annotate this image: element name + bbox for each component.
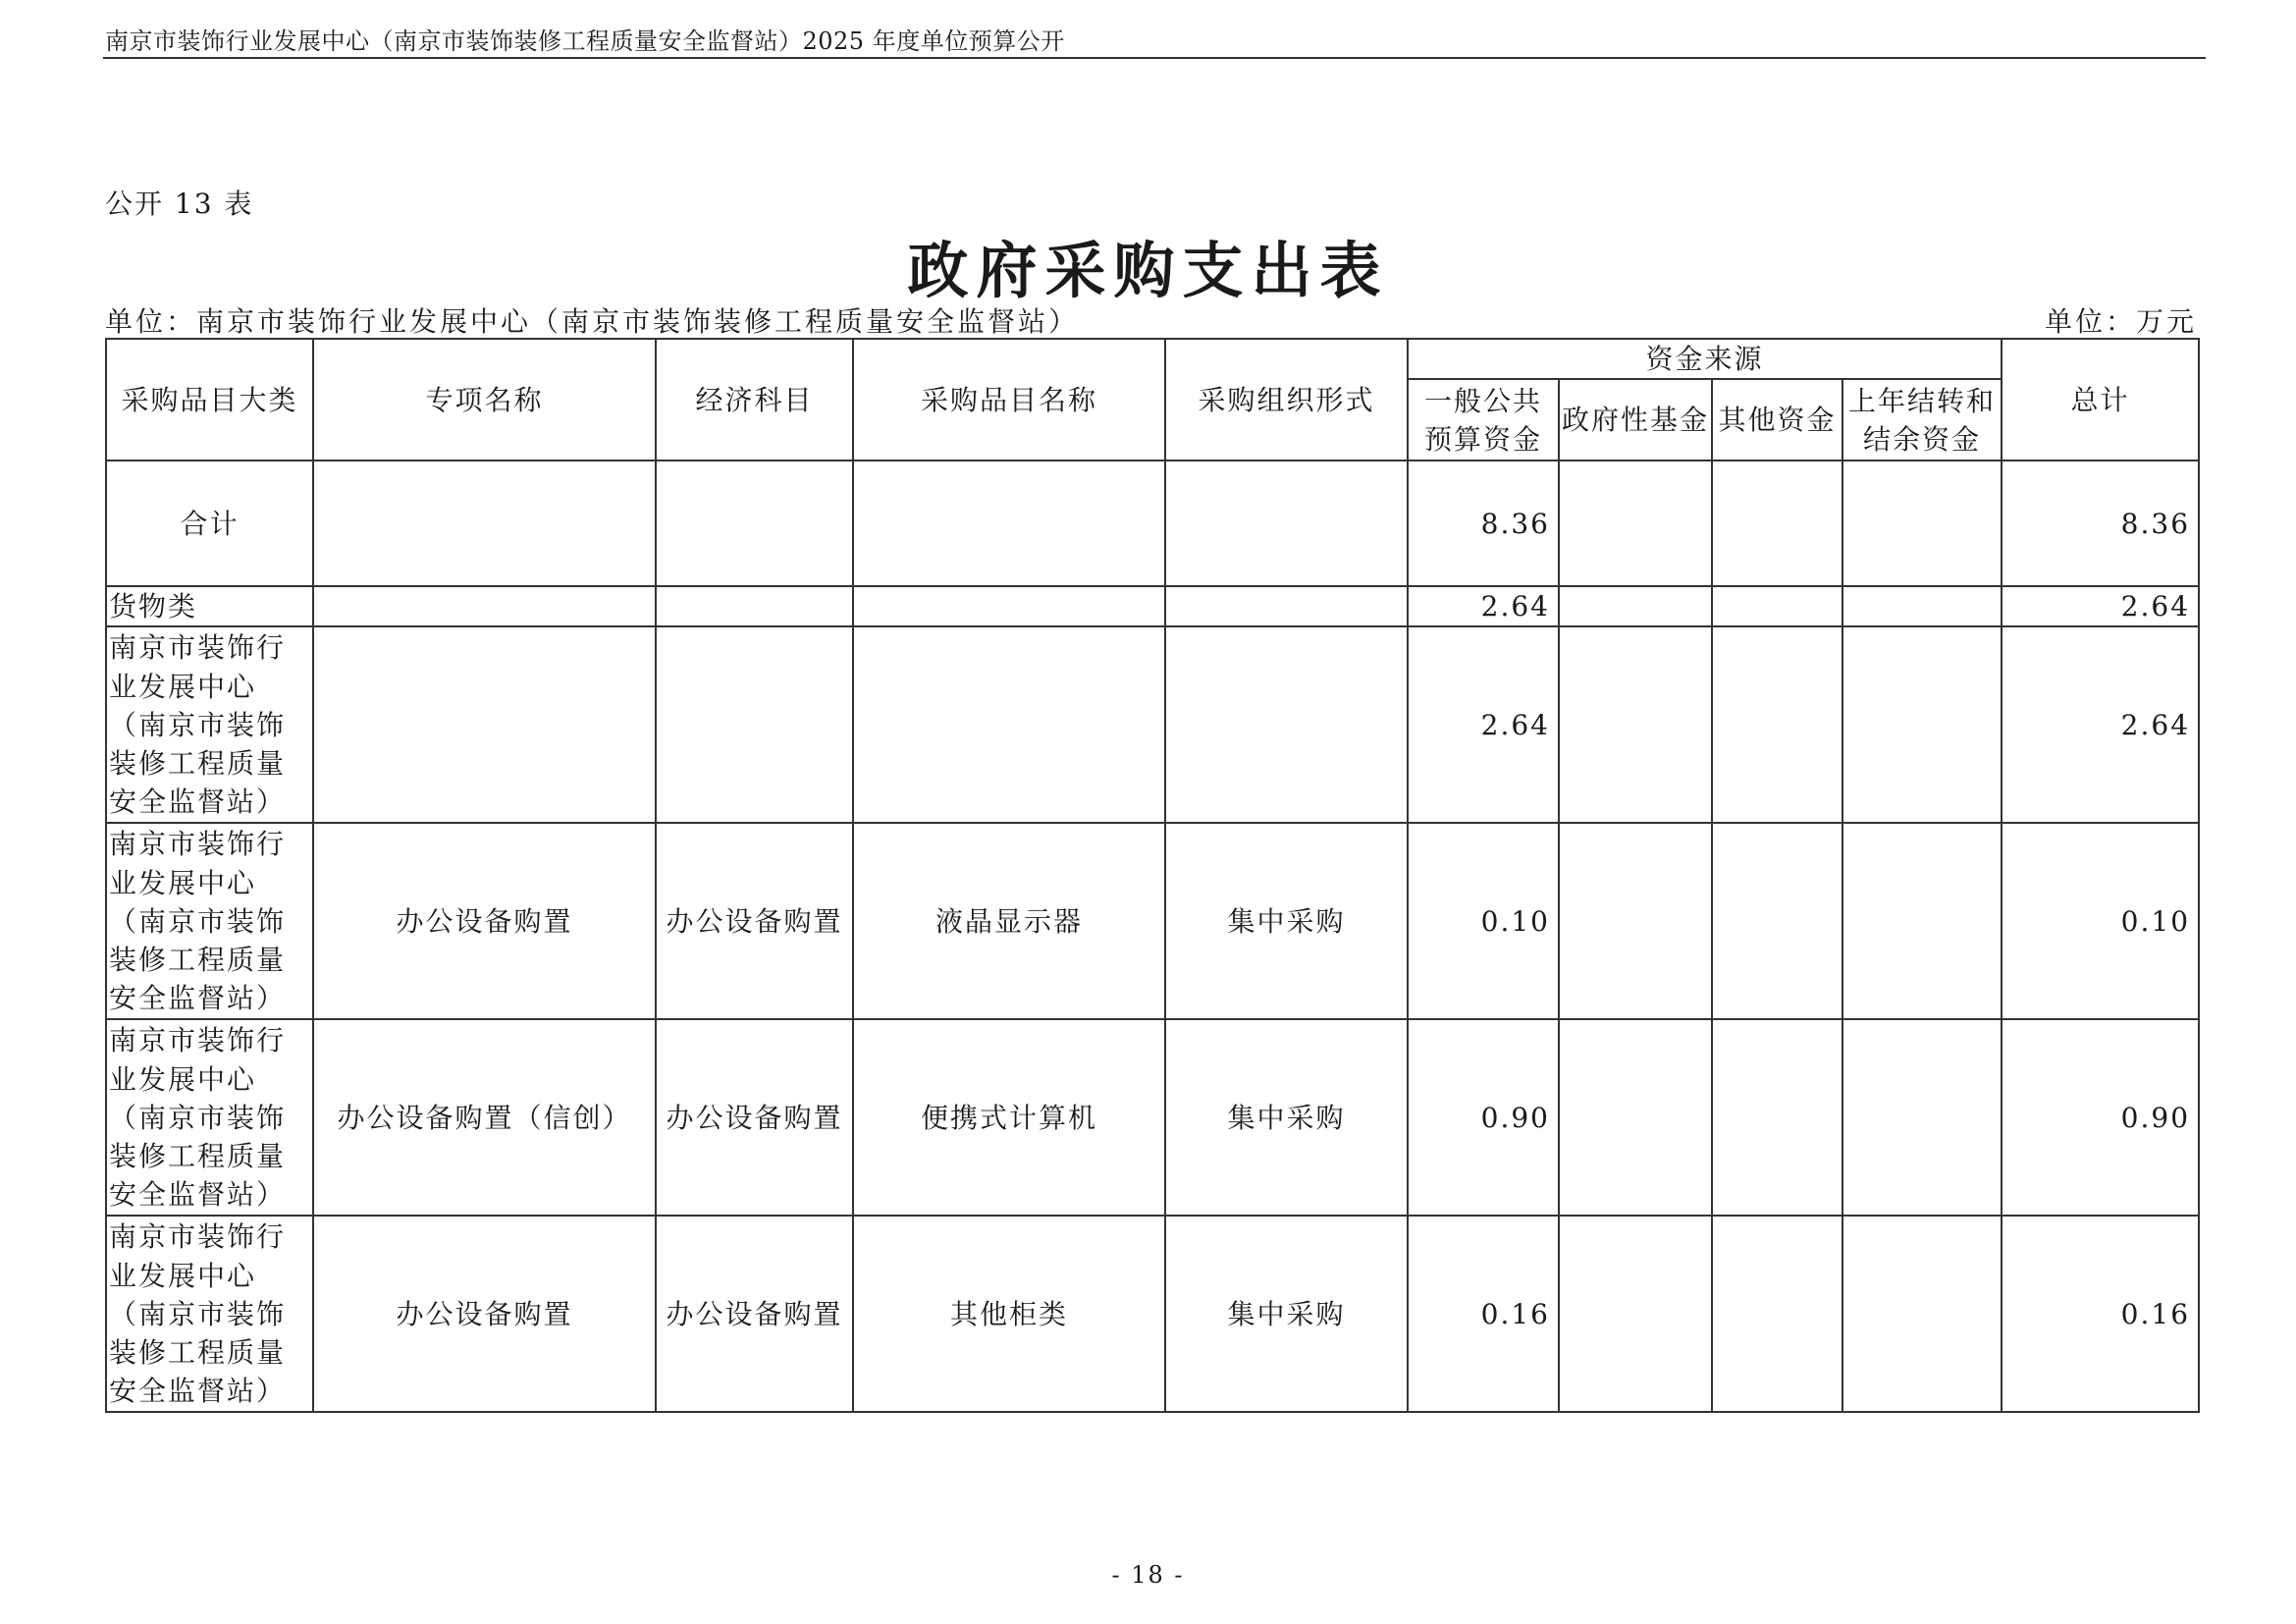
cell-item: [853, 586, 1165, 626]
running-header: 南京市装饰行业发展中心（南京市装饰装修工程质量安全监督站）2025 年度单位预算公开: [105, 27, 1065, 55]
category-line: 安全监督站）: [109, 982, 287, 1015]
cell-other-funds: [1712, 1216, 1842, 1412]
category-line: 业发展中心: [109, 866, 257, 899]
category-line: 业发展中心: [109, 1259, 257, 1292]
col-header-gov-fund: 政府性基金: [1559, 379, 1712, 460]
category-line: 装修工程质量: [109, 943, 287, 976]
cell-form: [1165, 460, 1408, 586]
cell-econ: [656, 460, 853, 586]
cell-category: [106, 626, 313, 823]
col-header-category: 采购品目大类: [106, 339, 313, 460]
cell-form: [1165, 626, 1408, 823]
table-number: 公开 13 表: [105, 188, 254, 220]
cell-econ: [656, 586, 853, 626]
cell-total: 2.64: [2002, 626, 2199, 823]
cell-total: 0.90: [2002, 1019, 2199, 1216]
category-line: 业发展中心: [109, 1062, 257, 1096]
cell-category: 货物类: [106, 586, 313, 626]
cell-general-budget: 2.64: [1408, 586, 1559, 626]
cell-form: 集中采购: [1165, 823, 1408, 1019]
cell-gov-fund: [1559, 460, 1712, 586]
general-budget-line-1: 一般公共: [1423, 384, 1542, 417]
table-row: [106, 823, 2199, 1019]
cell-gov-fund: [1559, 1216, 1712, 1412]
cell-total: 8.36: [2002, 460, 2199, 586]
category-line: 南京市装饰行: [109, 1220, 287, 1254]
cell-project: 办公设备购置（信创）: [313, 1019, 656, 1216]
header-row-1: [106, 339, 2199, 379]
category-line: （南京市装饰: [109, 1297, 287, 1330]
cell-econ: 办公设备购置: [656, 1019, 853, 1216]
cell-item: [853, 626, 1165, 823]
page-number: - 18 -: [1111, 1561, 1185, 1589]
col-header-item: 采购品目名称: [853, 339, 1165, 460]
table-row-total: [106, 460, 2199, 586]
table-row-goods: [106, 586, 2199, 626]
category-line: 业发展中心: [109, 670, 257, 703]
cell-item: 液晶显示器: [853, 823, 1165, 1019]
category-line: 装修工程质量: [109, 1139, 287, 1172]
cell-form: 集中采购: [1165, 1019, 1408, 1216]
cell-gov-fund: [1559, 1019, 1712, 1216]
category-line: （南京市装饰: [109, 1101, 287, 1134]
cell-carryover: [1842, 586, 2002, 626]
cell-category: [106, 1216, 313, 1412]
currency-unit: 单位：万元: [2044, 305, 2197, 338]
cell-item: 其他柜类: [853, 1216, 1165, 1412]
cell-carryover: [1842, 1019, 2002, 1216]
carryover-line-2: 结余资金: [1863, 422, 1982, 456]
col-header-total: 总计: [2002, 339, 2199, 460]
cell-item: 便携式计算机: [853, 1019, 1165, 1216]
cell-category: 合计: [106, 460, 313, 586]
cell-general-budget: 0.90: [1408, 1019, 1559, 1216]
cell-form: [1165, 586, 1408, 626]
cell-other-funds: [1712, 586, 1842, 626]
table-row: [106, 1019, 2199, 1216]
reporting-unit: 单位：南京市装饰行业发展中心（南京市装饰装修工程质量安全监督站）: [105, 305, 1080, 338]
col-header-econ: 经济科目: [656, 339, 853, 460]
cell-general-budget: 0.10: [1408, 823, 1559, 1019]
cell-category: [106, 1019, 313, 1216]
cell-general-budget: 0.16: [1408, 1216, 1559, 1412]
cell-project: [313, 460, 656, 586]
table-row: [106, 1216, 2199, 1412]
cell-carryover: [1842, 823, 2002, 1019]
carryover-line-1: 上年结转和: [1848, 384, 1997, 417]
cell-econ: 办公设备购置: [656, 823, 853, 1019]
category-line: 安全监督站）: [109, 1375, 287, 1408]
cell-form: 集中采购: [1165, 1216, 1408, 1412]
col-header-project: 专项名称: [313, 339, 656, 460]
general-budget-line-2: 预算资金: [1423, 422, 1542, 456]
col-header-carryover: [1842, 379, 2002, 460]
col-header-other-funds: 其他资金: [1712, 379, 1842, 460]
cell-project: 办公设备购置: [313, 1216, 656, 1412]
table-row: [106, 626, 2199, 823]
cell-project: [313, 586, 656, 626]
cell-total: 0.10: [2002, 823, 2199, 1019]
cell-gov-fund: [1559, 626, 1712, 823]
cell-econ: [656, 626, 853, 823]
category-line: 南京市装饰行: [109, 1024, 287, 1057]
cell-carryover: [1842, 1216, 2002, 1412]
cell-project: [313, 626, 656, 823]
cell-item: [853, 460, 1165, 586]
cell-econ: 办公设备购置: [656, 1216, 853, 1412]
category-line: 安全监督站）: [109, 785, 287, 819]
cell-general-budget: 2.64: [1408, 626, 1559, 823]
category-line: 南京市装饰行: [109, 828, 287, 861]
category-line: 南京市装饰行: [109, 631, 287, 665]
header-rule: [103, 57, 2206, 59]
cell-gov-fund: [1559, 586, 1712, 626]
cell-other-funds: [1712, 1019, 1842, 1216]
col-header-form: 采购组织形式: [1165, 339, 1408, 460]
cell-project: 办公设备购置: [313, 823, 656, 1019]
page-title: 政府采购支出表: [907, 235, 1389, 306]
cell-other-funds: [1712, 823, 1842, 1019]
cell-other-funds: [1712, 460, 1842, 586]
col-header-funding-source: 资金来源: [1408, 339, 2002, 379]
procurement-expenditure-table: [105, 338, 2200, 1413]
cell-total: 2.64: [2002, 586, 2199, 626]
category-line: （南京市装饰: [109, 708, 287, 741]
category-line: （南京市装饰: [109, 904, 287, 938]
category-line: 装修工程质量: [109, 1335, 287, 1369]
cell-gov-fund: [1559, 823, 1712, 1019]
cell-general-budget: 8.36: [1408, 460, 1559, 586]
col-header-general-budget: [1408, 379, 1559, 460]
category-line: 装修工程质量: [109, 746, 287, 780]
cell-other-funds: [1712, 626, 1842, 823]
cell-carryover: [1842, 626, 2002, 823]
cell-carryover: [1842, 460, 2002, 586]
cell-total: 0.16: [2002, 1216, 2199, 1412]
cell-category: [106, 823, 313, 1019]
category-line: 安全监督站）: [109, 1178, 287, 1212]
